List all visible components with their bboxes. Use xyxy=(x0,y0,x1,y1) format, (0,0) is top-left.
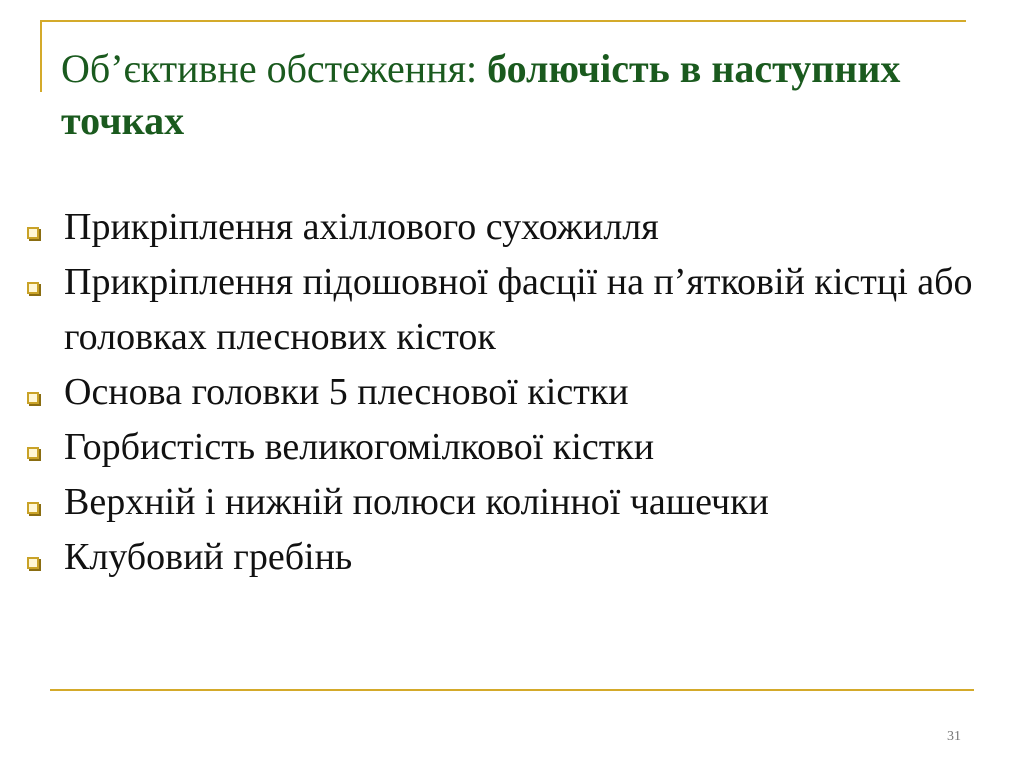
bullet-list xyxy=(24,200,984,585)
top-rule xyxy=(40,20,966,22)
bullet-text: Горбистість великогомілкової кістки xyxy=(64,426,655,468)
page-number: 31 xyxy=(947,729,961,744)
square-bullet-icon xyxy=(27,502,39,514)
square-bullet-icon xyxy=(27,282,39,294)
list-item xyxy=(24,365,984,420)
list-item xyxy=(24,420,984,475)
bullet-text: Верхній і нижній полюси колінної чашечки xyxy=(64,481,769,523)
bullet-text: Основа головки 5 плеснової кістки xyxy=(64,371,629,413)
slide-title xyxy=(61,43,941,147)
bottom-rule xyxy=(50,689,974,691)
square-bullet-icon xyxy=(27,227,39,239)
bullet-text: Клубовий гребінь xyxy=(64,536,353,578)
bullet-text: Прикріплення ахіллового сухожилля xyxy=(64,206,659,248)
bullet-text: Прикріплення підошовної фасції на п’ятковій кістці або головках плеснових кісток xyxy=(64,261,973,358)
list-item xyxy=(24,255,984,365)
square-bullet-icon xyxy=(27,557,39,569)
title-bold: болючість в наступних точках xyxy=(61,46,901,143)
list-item xyxy=(24,475,984,530)
left-rule xyxy=(40,20,42,92)
square-bullet-icon xyxy=(27,447,39,459)
list-item xyxy=(24,530,984,585)
square-bullet-icon xyxy=(27,392,39,404)
title-normal: Об’єктивне обстеження: xyxy=(61,46,488,91)
list-item xyxy=(24,200,984,255)
